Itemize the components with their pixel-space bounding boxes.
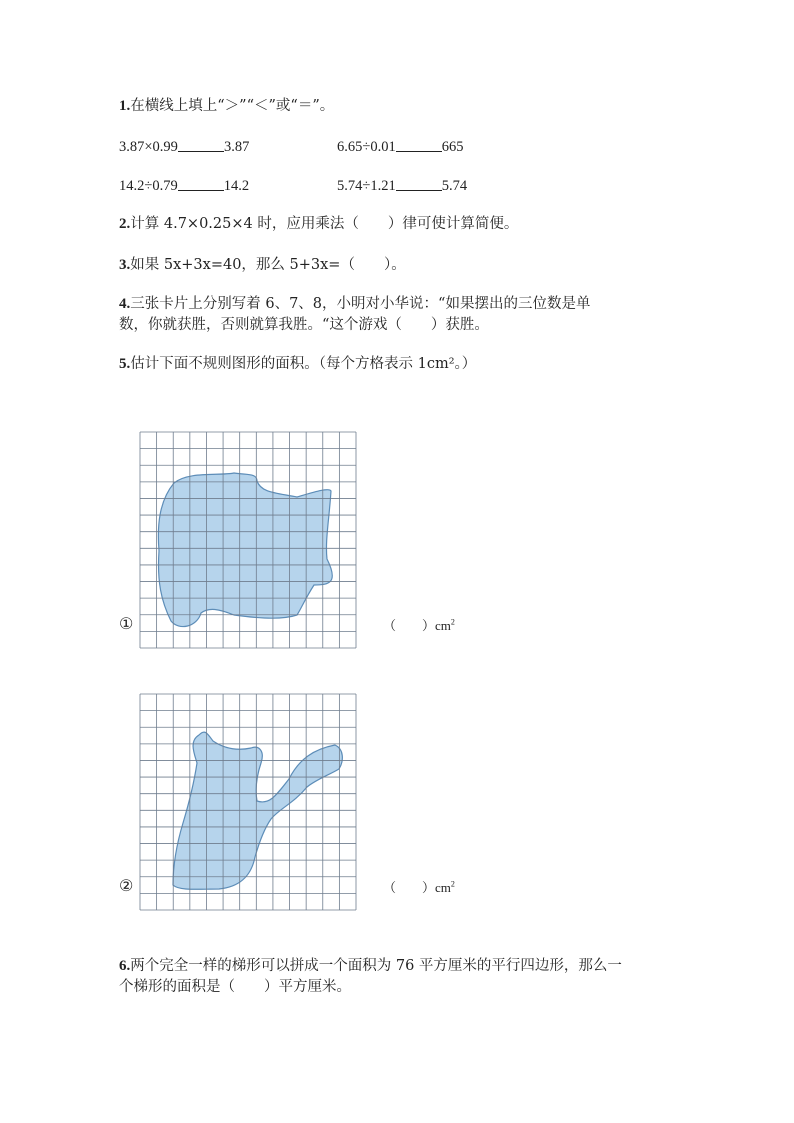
q3-number: 3. (119, 257, 131, 273)
figure-2-answer-text: （ ）cm (383, 880, 451, 895)
q4-line-2 (119, 315, 489, 335)
q1-title (119, 96, 334, 116)
q4-text-2: 数，你就获胜，否则就算我胜。“这个游戏（ ）获胜。 (119, 317, 489, 333)
q6-text-2: 个梯形的面积是（ ）平方厘米。 (119, 979, 351, 995)
q5-text: 估计下面不规则图形的面积。（每个方格表示 1cm²。） (130, 356, 477, 372)
q1-item-4-right: 5.74 (441, 178, 468, 194)
q4-number: 4. (119, 296, 131, 312)
q1-item-1-left: 3.87×0.99 (119, 139, 178, 155)
q1-item-1 (119, 137, 249, 156)
q1-item-3 (119, 176, 249, 195)
figure-2-answer-sup: 2 (450, 879, 455, 889)
q1-item-2-right: 665 (441, 139, 464, 155)
q2-text: 计算 4.7×0.25×4 时，应用乘法（ ）律可使计算简便。 (130, 216, 519, 232)
q1-item-1-blank[interactable] (178, 137, 224, 152)
q4-text-1: 三张卡片上分别写着 6、7、8，小明对小华说：“如果摆出的三位数是单 (130, 296, 591, 312)
q5-title (119, 354, 476, 374)
q1-number: 1. (119, 98, 131, 114)
figure-1-label: ① (119, 614, 134, 633)
q6-text-1: 两个完全一样的梯形可以拼成一个面积为 76 平方厘米的平行四边形，那么一 (130, 958, 622, 974)
q3 (119, 255, 406, 275)
q1-text: 在横线上填上“＞”“＜”或“＝”。 (130, 98, 335, 114)
figure-2-label: ② (119, 876, 134, 895)
figure-2-grid (139, 693, 357, 911)
figure-2-shape (173, 732, 342, 889)
q1-item-3-left: 14.2÷0.79 (119, 178, 178, 194)
figure-1-answer[interactable] (383, 615, 455, 634)
q1-item-2-left: 6.65÷0.01 (337, 139, 396, 155)
figure-1-grid (139, 431, 357, 649)
q4-line-1 (119, 294, 590, 314)
q1-item-4 (337, 176, 467, 195)
q1-item-2-blank[interactable] (396, 137, 442, 152)
q6-line-2 (119, 977, 351, 997)
q6-line-1 (119, 956, 622, 976)
q1-item-4-blank[interactable] (396, 176, 442, 191)
q1-item-3-blank[interactable] (178, 176, 224, 191)
q3-text: 如果 5x+3x=40，那么 5+3x=（ ）。 (130, 257, 406, 273)
q2-number: 2. (119, 216, 131, 232)
q1-item-2 (337, 137, 463, 156)
q2 (119, 214, 518, 234)
q5-number: 5. (119, 356, 131, 372)
q1-item-4-left: 5.74÷1.21 (337, 178, 396, 194)
q1-item-3-right: 14.2 (223, 178, 250, 194)
figure-1-answer-text: （ ）cm (383, 618, 451, 633)
q6-number: 6. (119, 958, 131, 974)
figure-1-answer-sup: 2 (450, 617, 455, 627)
q1-item-1-right: 3.87 (223, 139, 250, 155)
figure-2-answer[interactable] (383, 877, 455, 896)
